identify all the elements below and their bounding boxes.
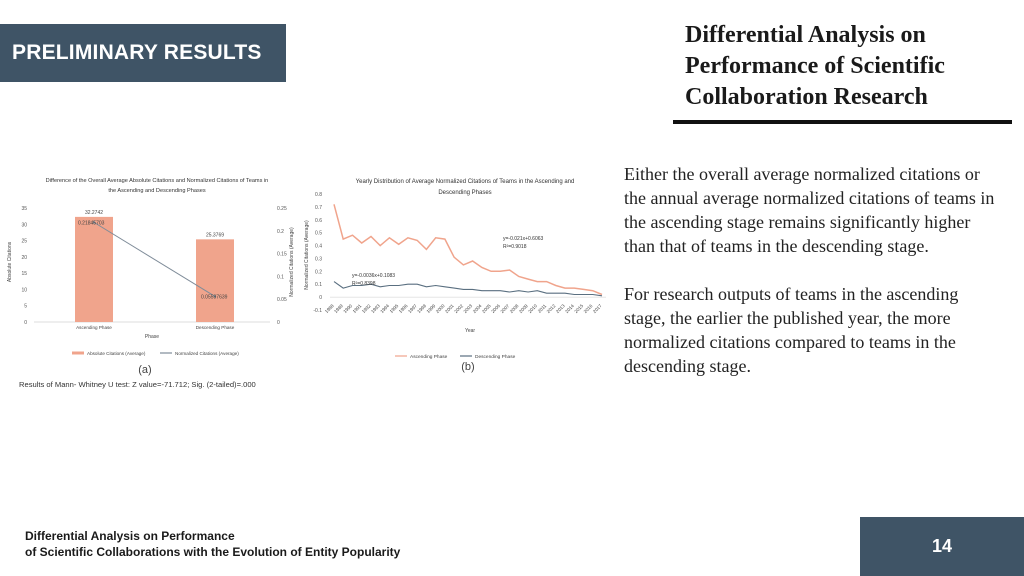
chart-b-x-tick-label: 1988 bbox=[323, 303, 335, 315]
chart-b-x-tick-label: 2014 bbox=[564, 303, 575, 315]
chart-b-x-tick-label: 2009 bbox=[518, 303, 529, 315]
chart-a-left-tick-label: 25 bbox=[21, 238, 27, 245]
chart-b-trend-label: y=-0.0036x+0.1083 bbox=[352, 273, 396, 279]
chart-b-y-tick-label: 0.2 bbox=[315, 269, 322, 276]
chart-b-x-tick-label: 2012 bbox=[545, 303, 557, 315]
chart-a-legend-label: Normalized Citations (Average) bbox=[175, 351, 239, 356]
chart-a-left-tick-label: 10 bbox=[21, 287, 27, 294]
chart-a-bar-chart bbox=[2, 170, 298, 395]
chart-a-bar bbox=[75, 217, 113, 322]
chart-b-title-line: Yearly Distribution of Average Normalized Citations of Teams in the Ascending and bbox=[355, 179, 575, 185]
finding-paragraph: For research outputs of teams in the ascending stage, the earlier the published year, the more normalized citations compared to teams in the descending stage. bbox=[624, 284, 959, 376]
chart-b-trend-label: R²=0.9018 bbox=[503, 244, 527, 250]
chart-a-title-line: Difference of the Overall Average Absolute Citations and Normalized Citations of Teams in bbox=[45, 178, 269, 184]
chart-a-legend-label: Absolute Citations (Average) bbox=[87, 351, 146, 356]
chart-a-normalized-value-label: 0.05597639 bbox=[201, 294, 228, 301]
chart-b-x-tick-label: 2016 bbox=[582, 303, 594, 315]
chart-b-x-tick-label: 2015 bbox=[573, 303, 585, 315]
chart-a-right-tick-label: 0.1 bbox=[277, 274, 284, 281]
chart-a-x-axis-label: Phase bbox=[144, 334, 160, 340]
chart-a-right-tick-label: 0.2 bbox=[277, 228, 284, 235]
chart-b-y-tick-label: 0.5 bbox=[315, 230, 322, 237]
chart-b-legend-label: Ascending Phase bbox=[410, 355, 448, 360]
chart-a-test-note: Results of Mann- Whitney U test: Z value=-71.712; Sig. (2-tailed)=.000 bbox=[19, 380, 256, 389]
chart-a-left-tick-label: 30 bbox=[21, 222, 27, 229]
chart-a-right-tick-label: 0.25 bbox=[277, 206, 287, 212]
slide-title bbox=[685, 20, 1005, 113]
chart-b-x-tick-label: 2000 bbox=[434, 303, 446, 315]
chart-a-right-tick-label: 0 bbox=[277, 320, 280, 326]
chart-b-y-tick-label: -0.1 bbox=[313, 308, 322, 314]
chart-a-left-tick-label: 20 bbox=[21, 254, 27, 261]
chart-b-x-tick-label: 1999 bbox=[425, 303, 437, 315]
chart-b-y-tick-label: 0.7 bbox=[315, 204, 322, 211]
chart-a-right-tick-label: 0.05 bbox=[277, 297, 287, 304]
chart-b-y-axis-label: Normalized Citations (Average) bbox=[304, 220, 310, 290]
chart-b-y-tick-label: 0.6 bbox=[315, 217, 322, 224]
chart-b-x-tick-label: 2002 bbox=[453, 303, 465, 315]
chart-b-legend-label: Descending Phase bbox=[475, 355, 516, 360]
chart-b-x-tick-label: 2004 bbox=[471, 303, 483, 315]
chart-a-left-tick-label: 5 bbox=[24, 303, 27, 310]
chart-b-y-tick-label: 0.1 bbox=[315, 282, 322, 289]
chart-a-category-label: Ascending Phase bbox=[76, 325, 112, 330]
chart-b-x-tick-label: 1990 bbox=[342, 303, 354, 315]
slide-title-line: Performance of Scientific bbox=[685, 53, 945, 79]
title-underline bbox=[673, 120, 1012, 124]
chart-b-panel-label: (b) bbox=[461, 361, 475, 373]
chart-a-left-axis-label: Absolute Citations bbox=[7, 241, 13, 283]
chart-b-x-tick-label: 2013 bbox=[554, 303, 566, 315]
chart-b-x-tick-label: 2017 bbox=[591, 303, 603, 315]
section-badge bbox=[0, 24, 286, 82]
chart-a-bar-value-label: 32.2742 bbox=[84, 209, 104, 216]
chart-b-x-tick-label: 2003 bbox=[462, 303, 474, 315]
chart-b-x-tick-label: 2010 bbox=[527, 303, 539, 315]
chart-b-x-tick-label: 1993 bbox=[370, 303, 381, 315]
findings-text bbox=[624, 162, 1004, 378]
chart-b-x-axis-label: Year bbox=[464, 328, 476, 334]
chart-b-line-chart bbox=[300, 170, 612, 380]
chart-b-x-tick-label: 2001 bbox=[444, 303, 455, 315]
chart-a-left-tick-label: 0 bbox=[24, 320, 27, 326]
footer-title-line: Differential Analysis on Performance bbox=[25, 529, 235, 543]
page-number: 14 bbox=[931, 536, 953, 556]
chart-a-right-tick-label: 0.15 bbox=[277, 251, 287, 258]
footer-title-line: of Scientific Collaborations with the Evolution of Entity Popularity bbox=[25, 545, 401, 559]
chart-b-x-tick-label: 2008 bbox=[508, 303, 520, 315]
slide-title-line: Differential Analysis on bbox=[685, 22, 926, 48]
chart-b-x-tick-label: 1995 bbox=[388, 303, 400, 315]
footer-title bbox=[25, 528, 505, 560]
section-badge-label: PRELIMINARY RESULTS bbox=[12, 41, 262, 64]
chart-b-trend-label: y=-0.021x+0.6063 bbox=[503, 236, 544, 242]
chart-b-x-tick-label: 1991 bbox=[351, 303, 363, 315]
chart-a-left-tick-label: 35 bbox=[21, 206, 27, 212]
chart-b-x-tick-label: 2011 bbox=[536, 303, 548, 314]
chart-b-x-tick-label: 2005 bbox=[481, 303, 492, 315]
chart-b-x-tick-label: 1989 bbox=[333, 303, 344, 315]
chart-b-y-tick-label: 0.4 bbox=[315, 243, 322, 250]
chart-a-bar-value-label: 25.3769 bbox=[205, 232, 225, 239]
chart-b-x-tick-label: 1996 bbox=[397, 303, 409, 315]
chart-b-title-line: Descending Phases bbox=[438, 190, 492, 196]
chart-b-x-tick-label: 1994 bbox=[379, 303, 391, 315]
chart-b-y-tick-label: 0.3 bbox=[315, 256, 322, 263]
chart-a-category-label: Descending Phase bbox=[195, 325, 235, 330]
chart-a-panel-label: (a) bbox=[138, 364, 152, 376]
chart-b-x-tick-label: 2007 bbox=[499, 303, 511, 315]
chart-b-x-tick-label: 1992 bbox=[360, 303, 372, 315]
chart-b-x-tick-label: 1998 bbox=[416, 303, 428, 315]
chart-a-title-line: the Ascending and Descending Phases bbox=[108, 188, 206, 194]
chart-a-bar bbox=[196, 239, 234, 322]
chart-b-x-tick-label: 1997 bbox=[407, 303, 418, 315]
chart-b-y-tick-label: 0 bbox=[319, 295, 322, 302]
chart-a-right-axis-label: Normalized Citations (Average) bbox=[289, 227, 295, 297]
page-number-box bbox=[860, 517, 1024, 576]
chart-a-left-tick-label: 15 bbox=[21, 271, 27, 278]
slide-title-line: Collaboration Research bbox=[685, 84, 928, 110]
chart-a-normalized-value-label: 0.21845703 bbox=[78, 220, 105, 227]
chart-b-y-tick-label: 0.8 bbox=[315, 192, 322, 198]
chart-b-trend-label: R²=0.8398 bbox=[352, 281, 376, 287]
chart-b-x-tick-label: 2006 bbox=[490, 303, 502, 315]
finding-paragraph: Either the overall average normalized citations or the annual average normalized citations of teams in the ascending stage remains significantly higher than that of teams in the descending stage. bbox=[624, 164, 995, 256]
